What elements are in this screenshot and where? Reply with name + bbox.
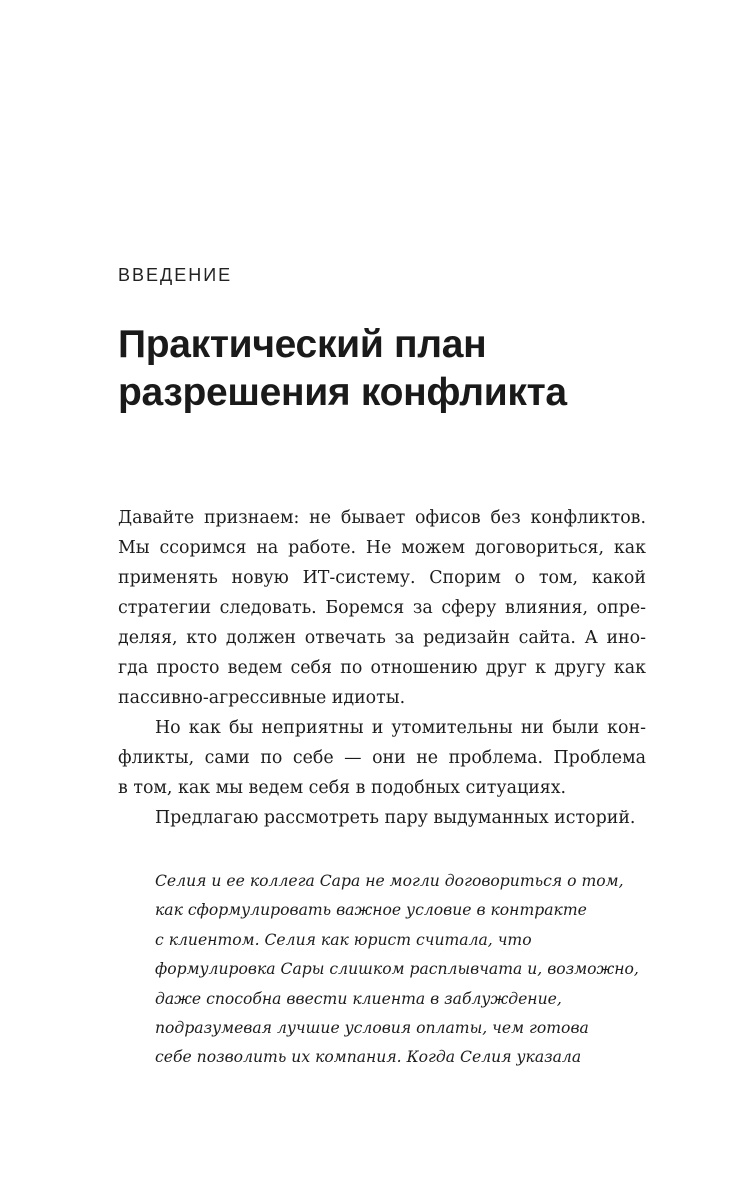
chapter-title	[118, 321, 678, 417]
body-line: Давайте признаем: не бывает офисов без конфликтов.	[118, 508, 646, 528]
quote-line: подразумевая лучшие условия оплаты, чем готова	[155, 1018, 589, 1037]
body-line: пассивно-агрессивные идиоты.	[118, 688, 406, 708]
body-line: стратегии следовать. Боремся за сферу влияния, опре-	[118, 598, 646, 618]
body-line: деляя, кто должен отвечать за редизайн сайта. А ино-	[118, 628, 646, 648]
quote-line: формулировка Сары слишком расплывчата и, возможно,	[155, 960, 639, 979]
body-line: Мы ссоримся на работе. Не можем договориться, как	[118, 538, 646, 558]
story-quote	[155, 867, 645, 1073]
body-line: Предлагаю рассмотреть пару выдуманных историй.	[155, 808, 636, 828]
section-label: ВВЕДЕНИЕ	[118, 265, 233, 285]
quote-line: себе позволить их компания. Когда Селия указала	[155, 1048, 582, 1067]
body-text	[118, 503, 646, 833]
quote-line: как сформулировать важное условие в контракте	[155, 901, 587, 920]
body-line: гда просто ведем себя по отношению друг к другу как	[118, 658, 646, 678]
body-line: Но как бы неприятны и утомительны ни были кон-	[155, 718, 646, 738]
quote-line: Селия и ее коллега Сара не могли договориться о том,	[155, 872, 624, 890]
body-line: фликты, сами по себе — они не проблема. Проблема	[118, 748, 646, 768]
quote-line: с клиентом. Селия как юрист считала, что	[155, 930, 532, 949]
chapter-title-line: Практический план	[118, 323, 487, 366]
body-line: применять новую ИТ-систему. Спорим о том, какой	[118, 568, 646, 588]
body-line: в том, как мы ведем себя в подобных ситуациях.	[118, 778, 567, 798]
chapter-title-line: разрешения конфликта	[118, 371, 567, 414]
quote-line: даже способна ввести клиента в заблуждение,	[155, 989, 562, 1008]
